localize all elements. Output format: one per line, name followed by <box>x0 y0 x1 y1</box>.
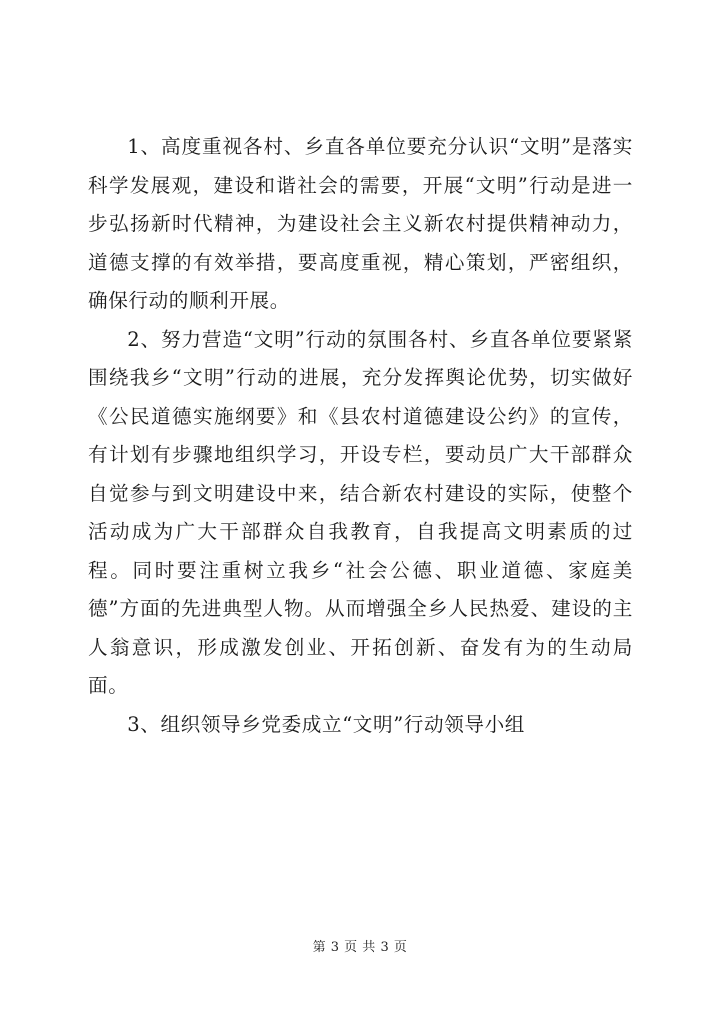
paragraph-3: 3、组织领导乡党委成立“文明”行动领导小组 <box>127 712 525 736</box>
paragraph-1: 1、高度重视各村、乡直各单位要充分认识“文明”是落实科学发展观，建设和谐社会的需要，开展“文明”行动是进一步弘扬新时代精神，为建设社会主义新农村提供精神动力，道德支撑的有效举措，要高度重视，精心策划，严密组织，确保行动的顺利开展。 <box>88 135 633 312</box>
page-footer: 第 3 页 共 3 页 <box>312 940 408 955</box>
document-body <box>88 128 633 744</box>
paragraph-2: 2、努力营造“文明”行动的氛围各村、乡直各单位要紧紧围绕我乡“文明”行动的进展，充分发挥舆论优势，切实做好《公民道德实施纲要》和《县农村道德建设公约》的宣传，有计划有步骤地组织学习，开设专栏，要动员广大干部群众自觉参与到文明建设中来，结合新农村建设的实际，使整个活动成为广大干部群众自我教育，自我提高文明素质的过程。同时要注重树立我乡“社会公德、职业道德、家庭美德”方面的先进典型人物。从而增强全乡人民热爱、建设的主人翁意识，形成激发创业、开拓创新、奋发有为的生动局面。 <box>88 327 633 697</box>
